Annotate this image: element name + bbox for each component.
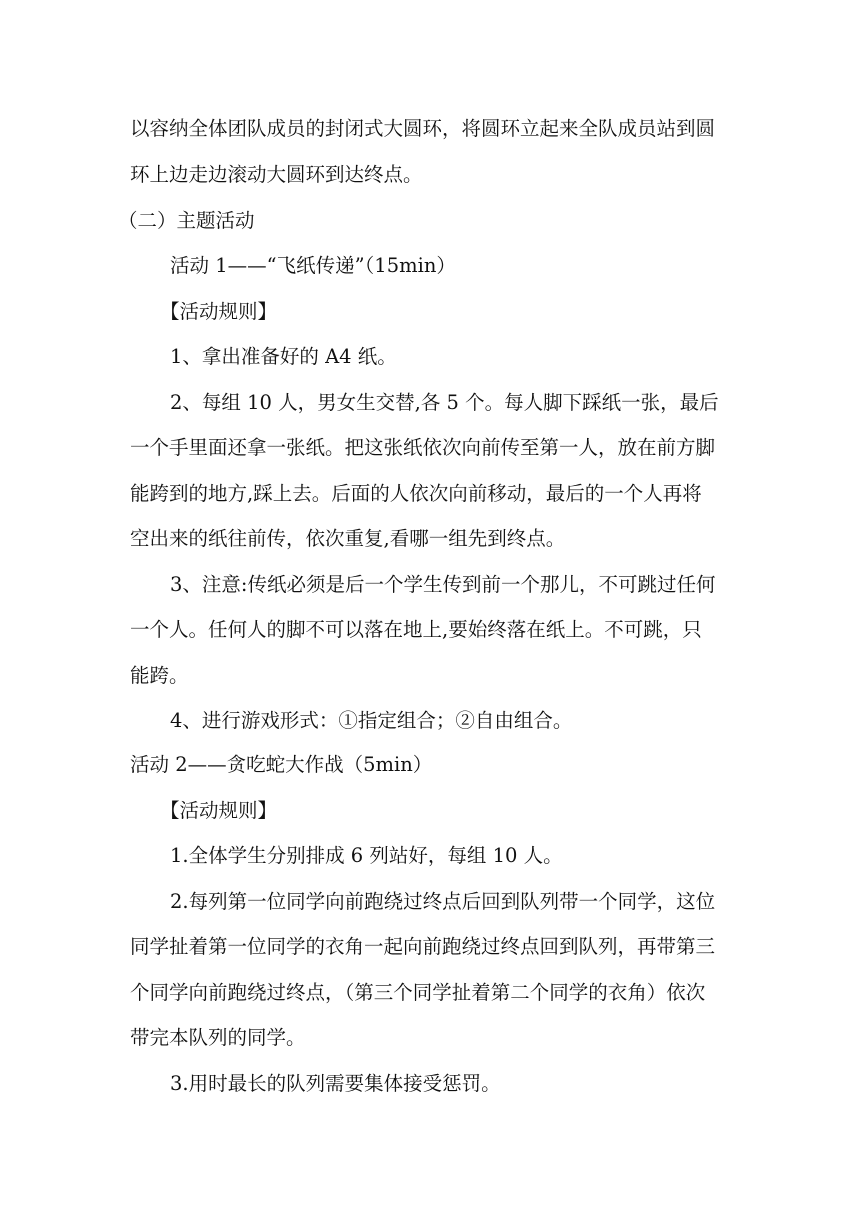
rule-item-continued: 一个手里面还拿一张纸。把这张纸依次向前传至第一人，放在前方脚 [130, 436, 716, 459]
activity-title: 活动 1——“飞纸传递”（15min） [170, 254, 456, 277]
rule-item: 4、进行游戏形式：①指定组合；②自由组合。 [170, 709, 573, 732]
rules-heading: 【活动规则】 [160, 300, 278, 323]
paragraph-line: 以容纳全体团队成员的封闭式大圆环，将圆环立起来全队成员站到圆 [130, 117, 716, 140]
rule-item-continued: 空出来的纸往前传，依次重复,看哪一组先到终点。 [130, 527, 566, 550]
rule-item: 1.全体学生分别排成 6 列站好，每组 10 人。 [170, 844, 563, 867]
rule-item-continued: 一个人。任何人的脚不可以落在地上,要始终落在纸上。不可跳，只 [130, 618, 702, 641]
rule-item: 2、每组 10 人，男女生交替,各 5 个。每人脚下踩纸一张，最后 [170, 391, 719, 414]
rule-item: 3、注意:传纸必须是后一个学生传到前一个那儿，不可跳过任何 [170, 573, 716, 596]
paragraph-line: 环上边走边滚动大圆环到达终点。 [130, 163, 423, 186]
rule-item: 3.用时最长的队列需要集体接受惩罚。 [170, 1072, 501, 1095]
rule-item-continued: 能跨到的地方,踩上去。后面的人依次向前移动，最后的一个人再将 [130, 482, 702, 505]
rule-item-continued: 个同学向前跑绕过终点，（第三个同学扯着第二个同学的衣角）依次 [130, 981, 706, 1004]
rule-item: 2.每列第一位同学向前跑绕过终点后回到队列带一个同学，这位 [170, 890, 716, 913]
activity-title: 活动 2——贪吃蛇大作战（5min） [130, 753, 433, 776]
rule-item: 1、拿出准备好的 A4 纸。 [170, 345, 397, 368]
rule-item-continued: 能跨。 [130, 664, 189, 687]
section-heading: （二）主题活动 [118, 209, 255, 232]
rules-heading: 【活动规则】 [160, 799, 278, 822]
rule-item-continued: 同学扯着第一位同学的衣角一起向前跑绕过终点回到队列，再带第三 [130, 935, 716, 958]
rule-item-continued: 带完本队列的同学。 [130, 1026, 306, 1049]
